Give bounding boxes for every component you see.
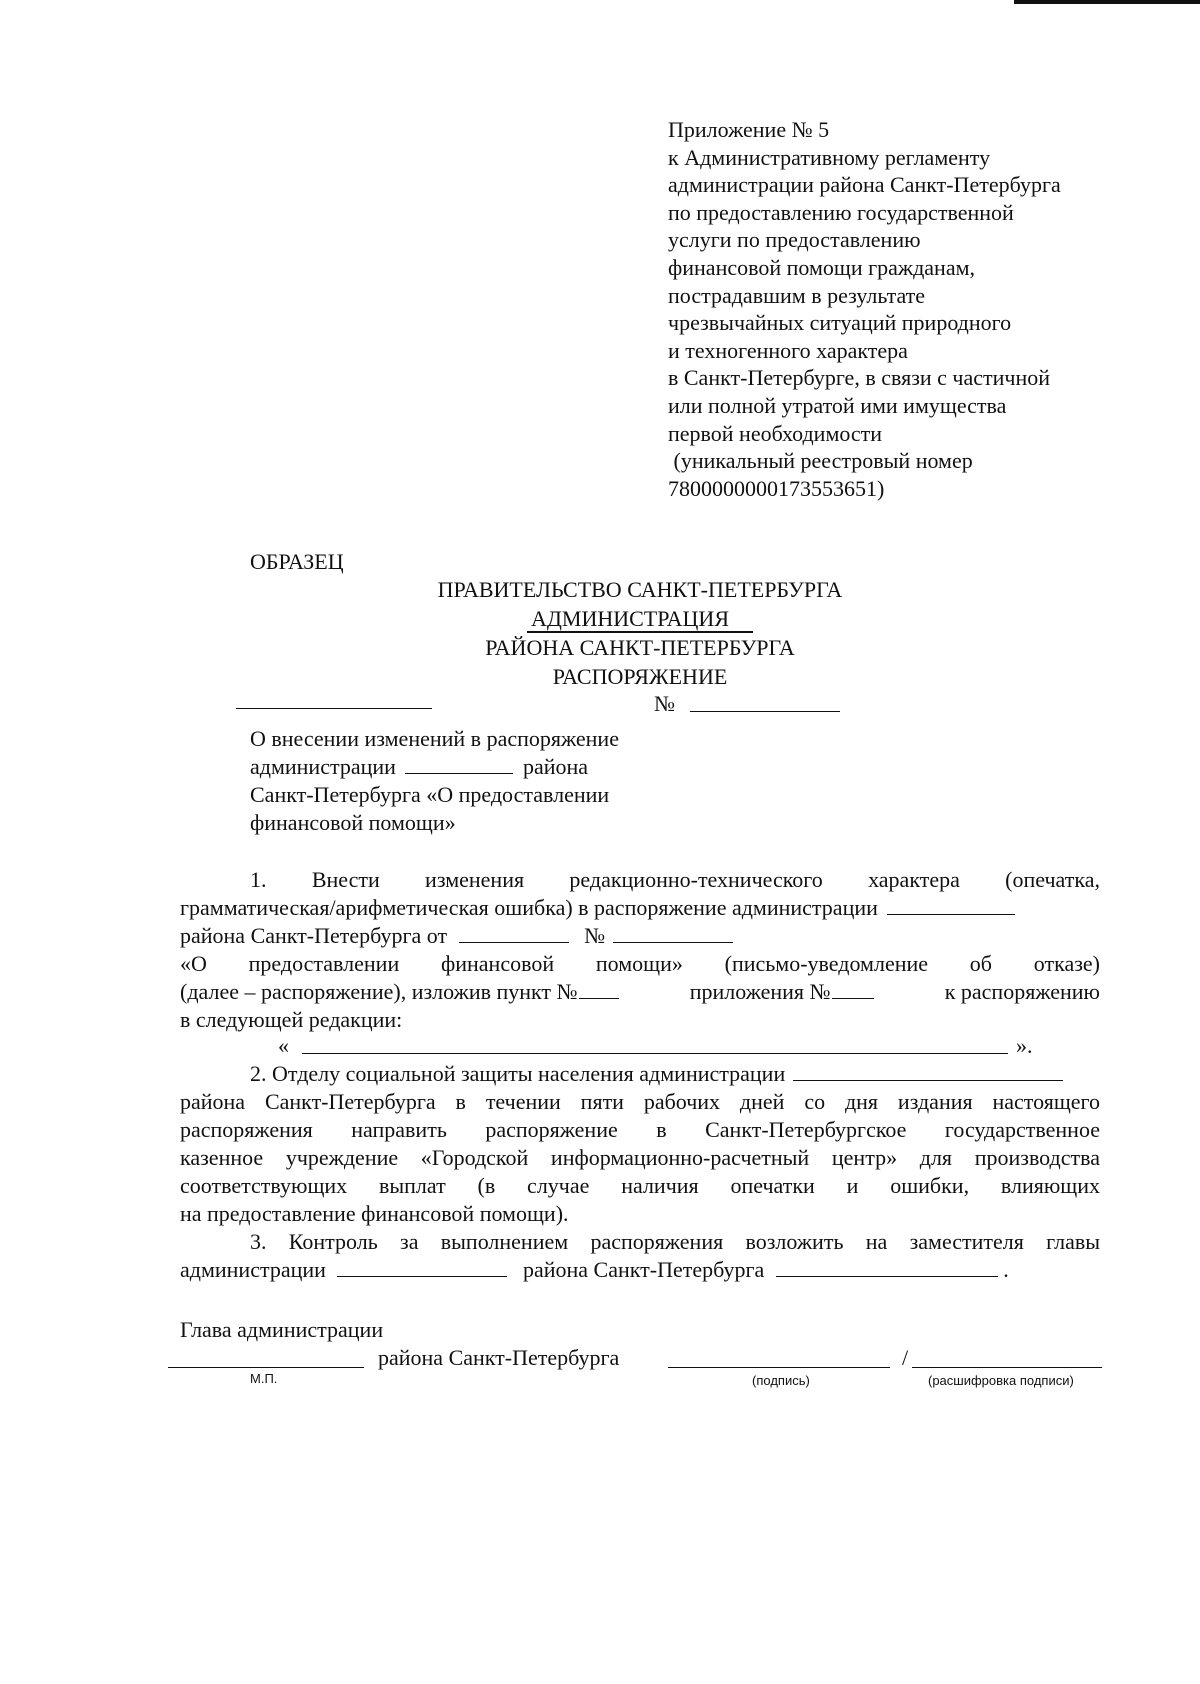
head-district-text: района Санкт-Петербурга: [378, 1345, 620, 1370]
clause3-period: .: [1003, 1257, 1009, 1282]
signature-blank: [668, 1366, 890, 1368]
subject-line: [250, 753, 619, 781]
clause2-line5: соответствующих выплат (в случае наличия опечатки и ошибки, влияющих: [180, 1173, 1100, 1198]
clause2-line6: на предоставление финансовой помощи).: [180, 1201, 569, 1226]
head-title: Глава администрации: [180, 1317, 384, 1342]
date-field-line: [236, 707, 432, 709]
order-subject: [250, 725, 619, 837]
head-district-blank: [168, 1366, 364, 1368]
clause2-line3: распоряжения направить распоряжение в Санкт-Петербургское государственное: [180, 1117, 1100, 1142]
stamp-label: М.П.: [250, 1371, 278, 1386]
admin-blank: [887, 913, 1015, 915]
clause1-line5: [180, 978, 1100, 1006]
clause1-number-sign: №: [584, 923, 606, 948]
sample-label: ОБРАЗЕЦ: [250, 549, 344, 574]
clause2-line1-text: 2. Отделу социальной защиты населения администрации: [250, 1061, 786, 1086]
clause2-line1: [250, 1060, 1100, 1088]
clause3-admin-text: администрации: [180, 1257, 326, 1282]
clause1-line2-text: грамматическая/арифметическая ошибка) в распоряжение администрации: [180, 895, 878, 920]
number-field-line: [690, 710, 840, 712]
appendix-line: по предоставлению государственной: [668, 199, 1014, 225]
appendix-number-blank: [832, 997, 874, 999]
document-header: [380, 575, 900, 691]
clause1-line5-b: [690, 978, 874, 1006]
appendix-line: пострадавшим в результате: [668, 282, 926, 308]
subject-line: Санкт-Петербурга «О предоставлении: [250, 782, 610, 807]
subject-admin-text: администрации: [250, 754, 396, 779]
number-sign: №: [654, 691, 675, 716]
appendix-line: (уникальный реестровый номер: [668, 448, 973, 474]
appendix-line: и техногенного характера: [668, 337, 908, 363]
administration-title: АДМИНИСТРАЦИЯ: [527, 606, 753, 633]
signature-decode-blank: [912, 1366, 1102, 1368]
subject-district-text: района: [522, 754, 589, 779]
quote-open: «: [278, 1033, 289, 1058]
clause1-line5-a-text: (далее – распоряжение), изложив пункт №: [180, 979, 578, 1004]
subject-line: финансовой помощи»: [250, 810, 456, 835]
clause1-line5-a: [180, 978, 619, 1006]
government-title: ПРАВИТЕЛЬСТВО САНКТ-ПЕТЕРБУРГА: [437, 577, 843, 602]
appendix-block: [668, 116, 1138, 502]
subject-line: О внесении изменений в распоряжение: [250, 726, 619, 751]
clause2-line4: казенное учреждение «Городской информационно-расчетный центр» для производства: [180, 1145, 1100, 1170]
appendix-line: или полной утратой ими имущества: [668, 392, 1007, 418]
clause1-line5-b-text: приложения №: [689, 979, 831, 1004]
clause3-line2: [180, 1256, 1100, 1284]
signature-caption: (подпись): [752, 1373, 810, 1388]
order-number-blank: [613, 941, 733, 943]
appendix-line: первой необходимости: [668, 420, 883, 446]
appendix-line: в Санкт-Петербурге, в связи с частичной: [668, 365, 1051, 391]
new-wording-blank: [302, 1052, 1008, 1054]
clause1-line5-c: к распоряжению: [944, 979, 1100, 1004]
signature-decode-caption: (расшифровка подписи): [928, 1373, 1074, 1388]
department-admin-blank: [793, 1079, 1063, 1081]
appendix-line: Приложение № 5: [668, 117, 830, 142]
clause1-line2: [180, 894, 1100, 922]
appendix-line: чрезвычайных ситуаций природного: [668, 310, 1012, 336]
order-title: РАСПОРЯЖЕНИЕ: [552, 664, 728, 689]
appendix-line: администрации района Санкт-Петербурга: [668, 172, 1061, 198]
clause1-line1: 1. Внести изменения редакционно-технического характера (опечатка,: [250, 867, 1100, 892]
appendix-line: к Административному регламенту: [668, 144, 991, 170]
signature-slash: /: [902, 1345, 909, 1370]
clause1-line4: «О предоставлении финансовой помощи» (письмо-уведомление об отказе): [180, 951, 1100, 976]
top-edge-rule: [1014, 0, 1200, 4]
quote-close: ».: [1016, 1033, 1033, 1058]
clause1-line6: в следующей редакции:: [180, 1007, 403, 1032]
appendix-line: услуги по предоставлению: [668, 227, 921, 253]
clause3-district-text: района Санкт-Петербурга: [522, 1257, 765, 1282]
deputy-admin-blank: [337, 1275, 507, 1277]
clause3-line1: 3. Контроль за выполнением распоряжения возложить на заместителя главы: [250, 1229, 1100, 1254]
district-blank: [405, 772, 513, 774]
district-title: РАЙОНА САНКТ-ПЕТЕРБУРГА: [485, 635, 795, 660]
date-blank: [459, 941, 569, 943]
clause1-line3: [180, 922, 1100, 950]
item-number-blank: [579, 997, 619, 999]
appendix-line: финансовой помощи гражданам,: [668, 254, 976, 280]
clause1-line3-text: района Санкт-Петербурга от: [180, 923, 448, 948]
appendix-line: 7800000000173553651): [668, 475, 885, 501]
deputy-name-blank: [776, 1275, 998, 1277]
clause2-line2: района Санкт-Петербурга в течении пяти рабочих дней со дня издания настоящего: [180, 1089, 1100, 1114]
